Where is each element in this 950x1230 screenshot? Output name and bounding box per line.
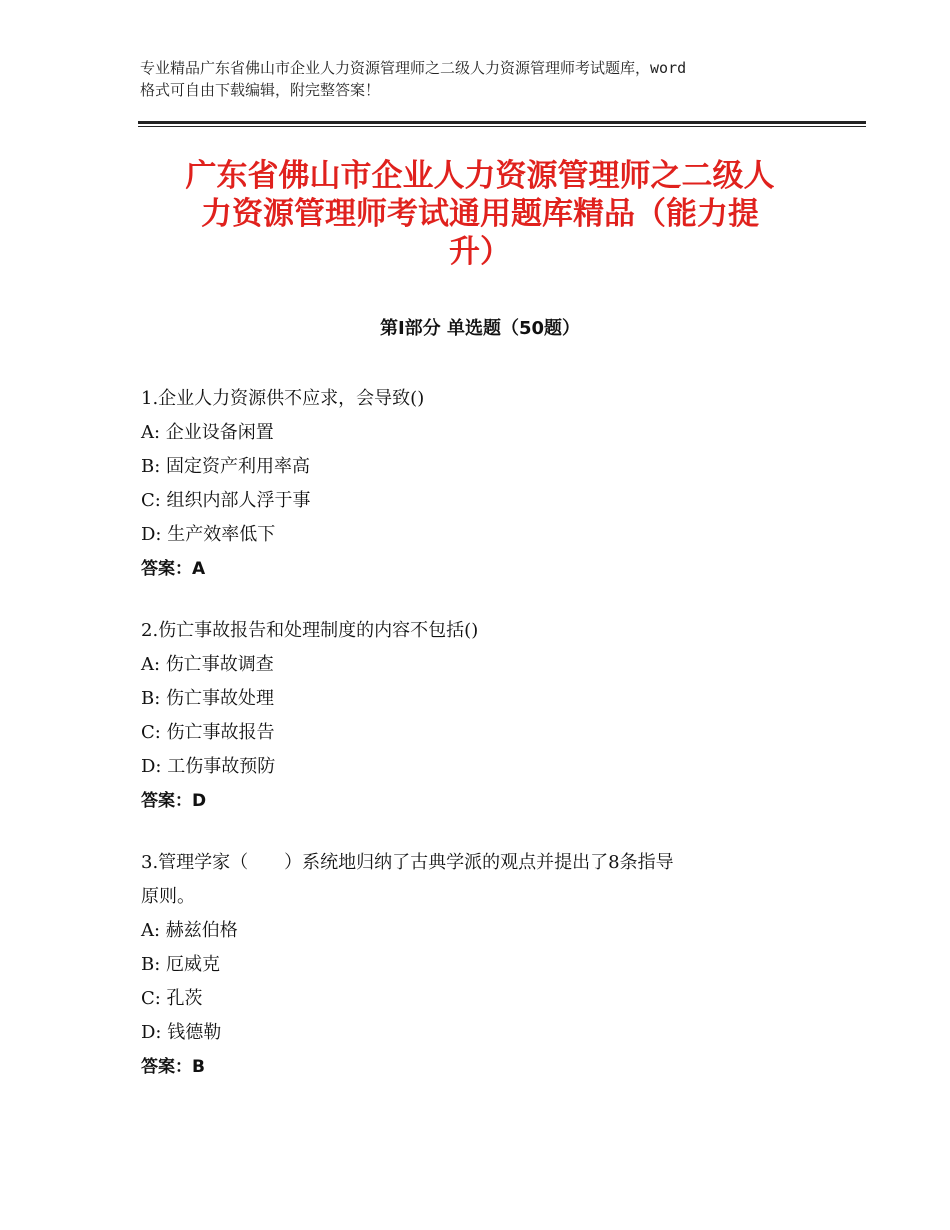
answer-option: C: 伤亡事故报告	[141, 722, 275, 743]
correct-answer: 答案：B	[141, 1057, 205, 1077]
document-title-line-2: 力资源管理师考试通用题库精品（能力提	[201, 196, 759, 232]
document-title-line-1: 广东省佛山市企业人力资源管理师之二级人	[185, 158, 775, 194]
document-title	[140, 157, 820, 271]
answer-option: C: 孔茨	[141, 988, 203, 1009]
answer-option: C: 组织内部人浮于事	[141, 490, 311, 511]
answer-option: A: 伤亡事故调查	[141, 654, 274, 675]
question-list	[141, 382, 821, 1112]
answer-option: D: 工伤事故预防	[141, 756, 276, 777]
question-item	[141, 382, 821, 586]
answer-option: B: 伤亡事故处理	[141, 688, 275, 709]
header-note	[140, 57, 830, 101]
question-item	[141, 614, 821, 818]
answer-option: A: 赫兹伯格	[141, 920, 238, 941]
answer-option: D: 生产效率低下	[141, 524, 276, 545]
header-divider-thin	[138, 126, 866, 127]
answer-option: B: 厄威克	[141, 954, 221, 975]
answer-option: A: 企业设备闲置	[141, 422, 274, 443]
header-divider-thick	[138, 121, 866, 124]
question-stem: 2.伤亡事故报告和处理制度的内容不包括()	[141, 620, 479, 641]
question-stem: 1.企业人力资源供不应求，会导致()	[141, 388, 425, 409]
answer-option: B: 固定资产利用率高	[141, 456, 311, 477]
correct-answer: 答案：A	[141, 559, 206, 579]
question-item	[141, 846, 821, 1084]
question-stem: 3.管理学家（ ）系统地归纳了古典学派的观点并提出了8条指导	[141, 852, 674, 873]
correct-answer: 答案：D	[141, 791, 207, 811]
section-title: 第Ⅰ部分 单选题（50题）	[379, 318, 580, 339]
question-stem: 原则。	[141, 886, 195, 907]
header-note-line-1: 专业精品广东省佛山市企业人力资源管理师之二级人力资源管理师考试题库，word	[140, 59, 687, 77]
document-title-line-3: 升）	[449, 234, 511, 270]
answer-option: D: 钱德勒	[141, 1022, 222, 1043]
header-note-line-2: 格式可自由下载编辑，附完整答案！	[140, 81, 381, 99]
